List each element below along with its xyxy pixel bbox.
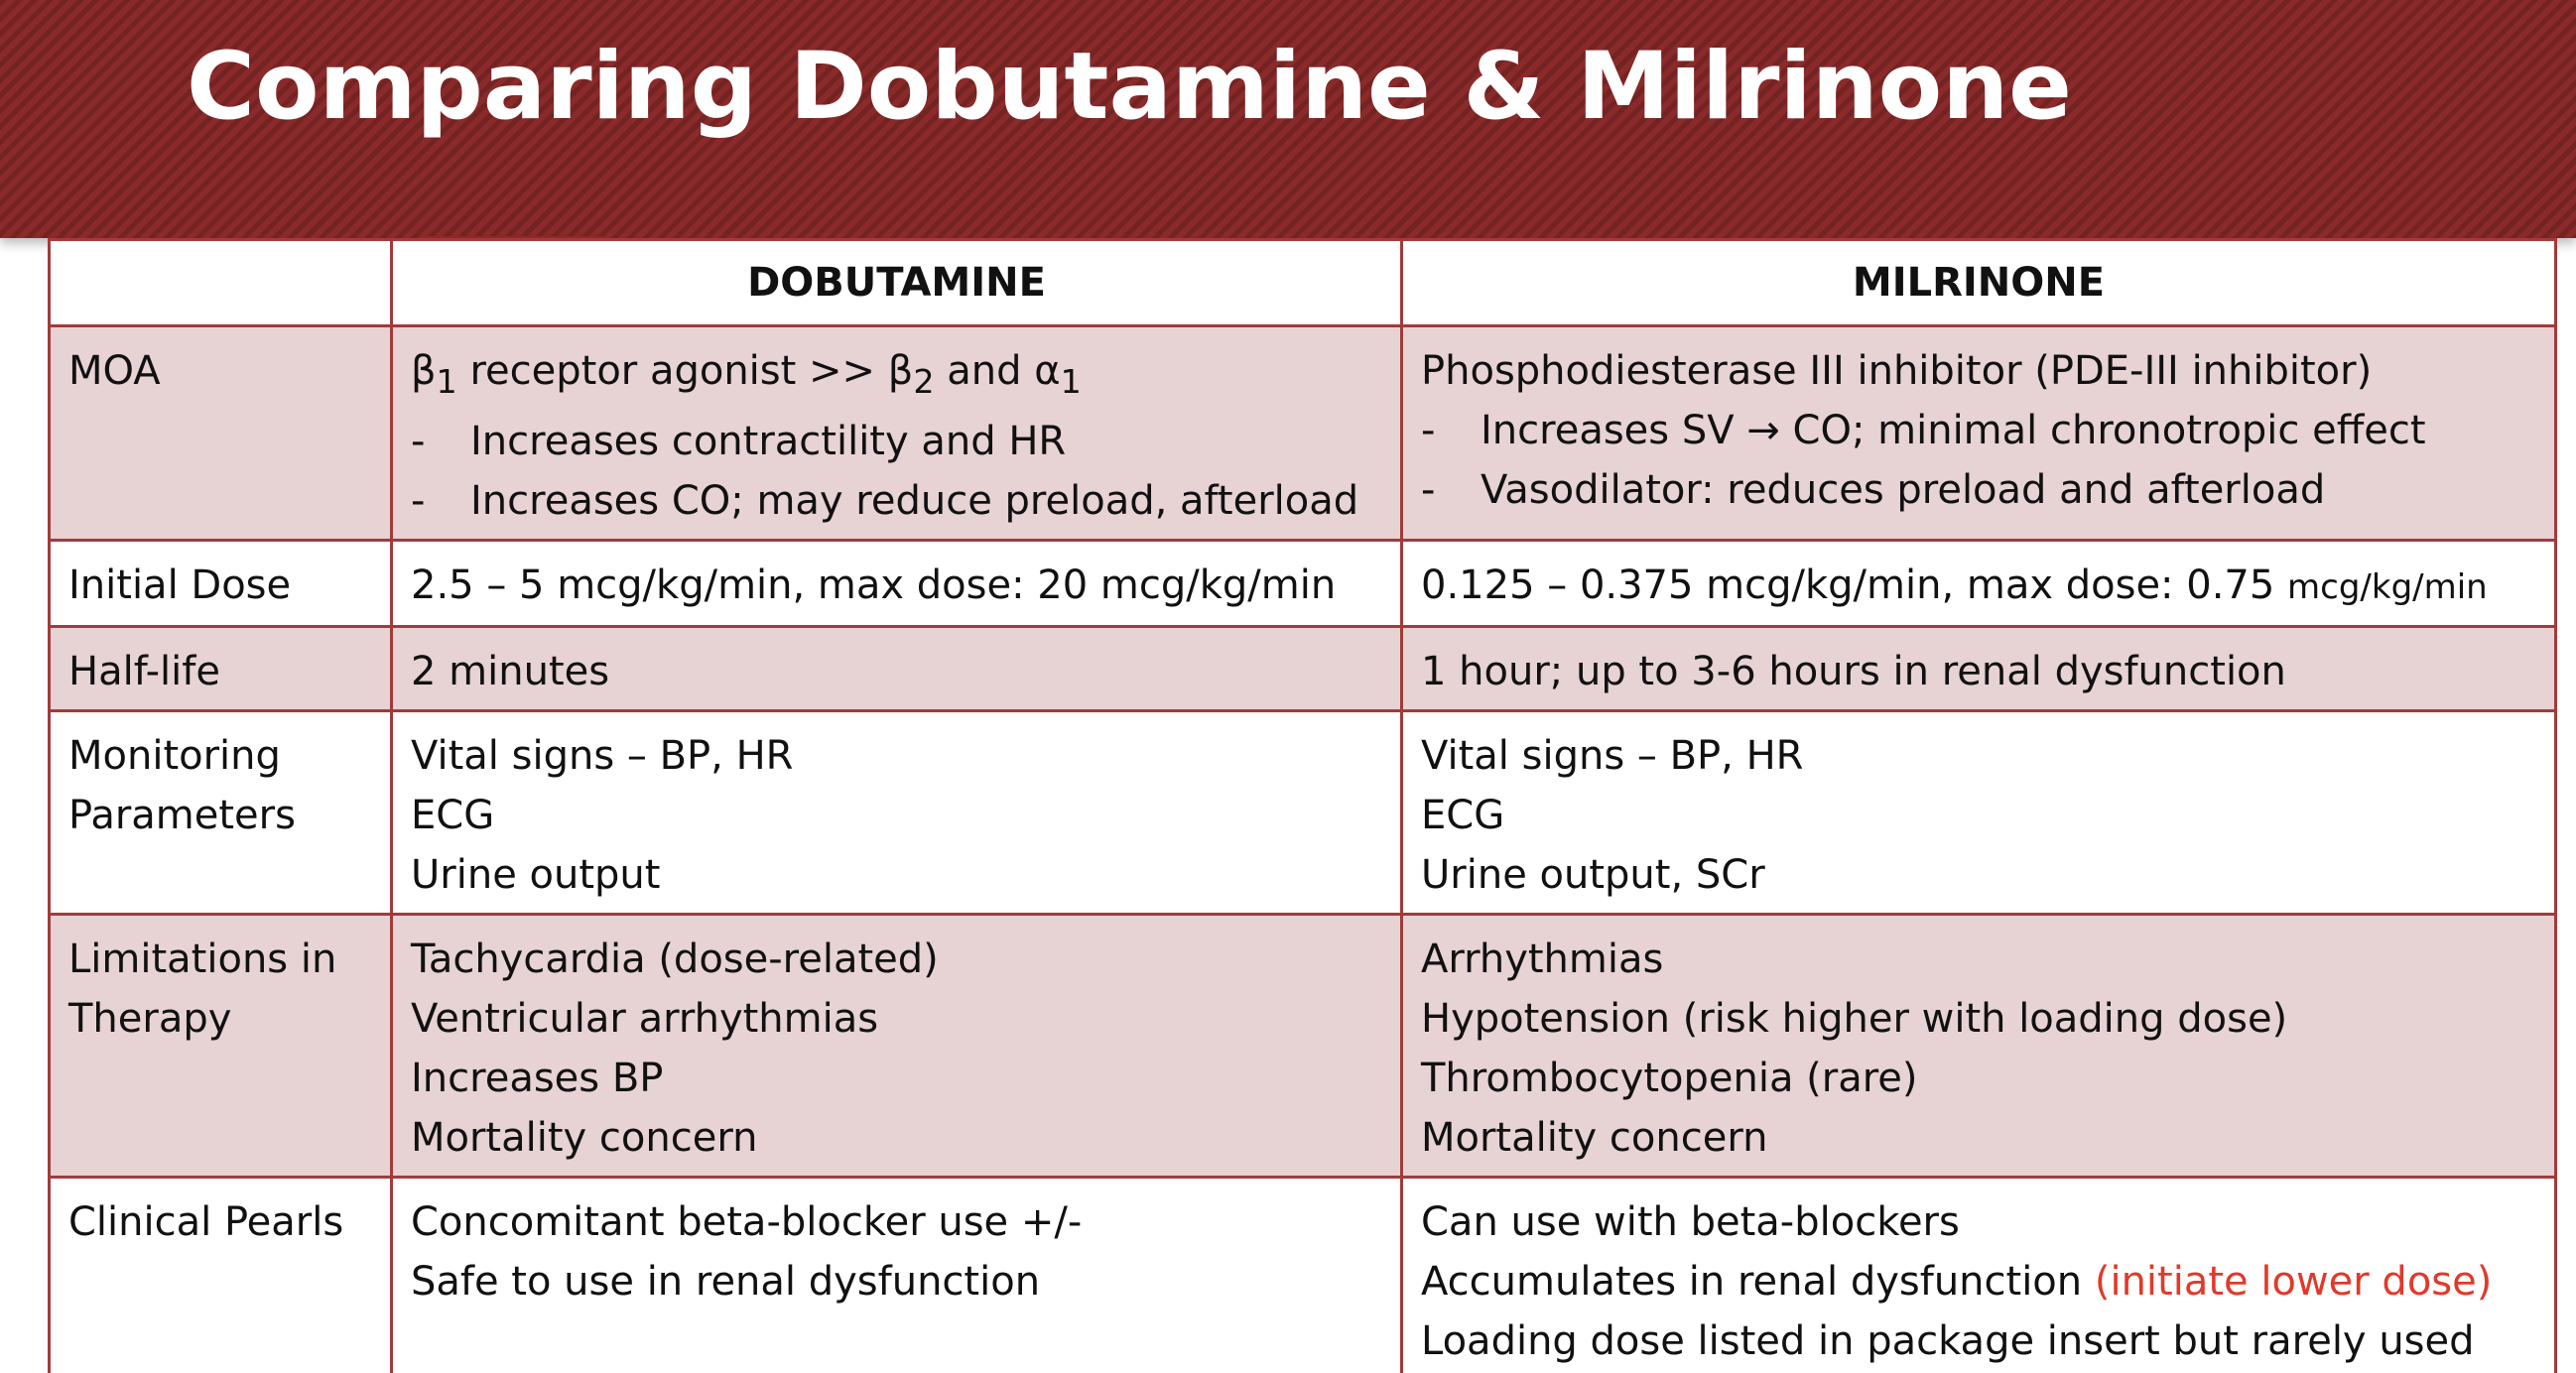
- list-item: Vital signs – BP, HR: [1421, 733, 1804, 779]
- row-label-clinical-pearls: Clinical Pearls: [50, 1178, 392, 1373]
- beta1-subscript: 1: [436, 362, 457, 401]
- list-item: Arrhythmias: [1421, 936, 1664, 982]
- moa-receptor-line: [411, 341, 1382, 412]
- header-milrinone: MILRINONE: [1402, 240, 2556, 326]
- cell-dobutamine-half-life: 2 minutes: [392, 627, 1402, 711]
- table-header-row: [50, 240, 2556, 326]
- cell-milrinone-pearls: [1402, 1178, 2556, 1373]
- row-label-monitoring: [50, 711, 392, 915]
- moa-line: Phosphodiesterase III inhibitor (PDE-III inhibitor): [1421, 348, 2373, 394]
- row-label-moa: MOA: [50, 326, 392, 541]
- pearl-text: Accumulates in renal dysfunction: [1421, 1259, 2095, 1305]
- row-initial-dose: [50, 541, 2556, 627]
- list-item: Increases BP: [411, 1056, 664, 1101]
- bullet-text: Increases CO; may reduce preload, afterload: [470, 478, 1359, 524]
- bullet-item: - Increases CO; may reduce preload, afterload: [411, 478, 1359, 524]
- list-item: Can use with beta-blockers: [1421, 1199, 1960, 1245]
- title-banner: [0, 0, 2576, 238]
- cell-milrinone-monitoring: [1402, 711, 2556, 915]
- list-item: Hypotension (risk higher with loading dose): [1421, 996, 2288, 1042]
- row-monitoring: [50, 711, 2556, 915]
- row-moa: [50, 326, 2556, 541]
- label-line: Monitoring: [68, 733, 281, 779]
- cell-dobutamine-limitations: [392, 915, 1402, 1178]
- comparison-table: [48, 238, 2557, 1373]
- list-item: Mortality concern: [1421, 1115, 1768, 1161]
- cell-dobutamine-dose: 2.5 – 5 mcg/kg/min, max dose: 20 mcg/kg/min: [392, 541, 1402, 627]
- bullet-text: Increases contractility and HR: [470, 419, 1067, 464]
- list-item: ECG: [411, 793, 495, 838]
- list-item: ECG: [1421, 793, 1505, 838]
- cell-milrinone-dose: [1402, 541, 2556, 627]
- cell-milrinone-limitations: [1402, 915, 2556, 1178]
- label-line: Parameters: [68, 793, 296, 838]
- and-text: and: [934, 348, 1035, 394]
- label-line: Therapy: [68, 996, 232, 1042]
- row-label-limitations: [50, 915, 392, 1178]
- cell-dobutamine-moa: [392, 326, 1402, 541]
- alpha1-subscript: 1: [1060, 362, 1082, 401]
- beta1-symbol: β: [411, 348, 437, 394]
- list-item: Urine output: [411, 852, 661, 898]
- list-item: [1421, 1252, 2536, 1311]
- cell-milrinone-half-life: 1 hour; up to 3-6 hours in renal dysfunction: [1402, 627, 2556, 711]
- list-item: Loading dose listed in package insert but rarely used: [1421, 1318, 2475, 1364]
- beta2-subscript: 2: [913, 362, 935, 401]
- row-label-initial-dose: Initial Dose: [50, 541, 392, 627]
- initiate-lower-dose-note: (initiate lower dose): [2094, 1259, 2493, 1305]
- header-dobutamine: DOBUTAMINE: [392, 240, 1402, 326]
- cell-milrinone-moa: [1402, 326, 2556, 541]
- bullet-text: Vasodilator: reduces preload and afterload: [1481, 467, 2326, 513]
- list-item: Safe to use in renal dysfunction: [411, 1259, 1041, 1305]
- label-line: Limitations in: [68, 936, 337, 982]
- list-item: Concomitant beta-blocker use +/-: [411, 1199, 1083, 1245]
- cell-dobutamine-monitoring: [392, 711, 1402, 915]
- dose-unit: mcg/kg/min: [2287, 567, 2488, 607]
- beta2-symbol: β: [887, 348, 914, 394]
- bullet-text: Increases SV → CO; minimal chronotropic effect: [1481, 408, 2426, 453]
- row-half-life: [50, 627, 2556, 711]
- dose-main: 0.125 – 0.375 mcg/kg/min, max dose: 0.75: [1421, 562, 2275, 608]
- row-limitations: [50, 915, 2556, 1178]
- bullet-item: - Increases contractility and HR: [411, 419, 1067, 464]
- row-label-half-life: Half-life: [50, 627, 392, 711]
- list-item: Mortality concern: [411, 1115, 758, 1161]
- list-item: Vital signs – BP, HR: [411, 733, 794, 779]
- bullet-item: - Increases SV → CO; minimal chronotropic effect: [1421, 408, 2426, 453]
- header-empty: [50, 240, 392, 326]
- bullet-item: - Vasodilator: reduces preload and afterload: [1421, 467, 2326, 513]
- list-item: Ventricular arrhythmias: [411, 996, 879, 1042]
- list-item: Tachycardia (dose-related): [411, 936, 939, 982]
- list-item: Thrombocytopenia (rare): [1421, 1056, 1918, 1101]
- alpha1-symbol: α: [1034, 348, 1061, 394]
- row-clinical-pearls: [50, 1178, 2556, 1373]
- receptor-agonist-text: receptor agonist >>: [456, 348, 888, 394]
- list-item: Urine output, SCr: [1421, 852, 1765, 898]
- slide-title: Comparing Dobutamine & Milrinone: [187, 33, 2072, 141]
- cell-dobutamine-pearls: [392, 1178, 1402, 1373]
